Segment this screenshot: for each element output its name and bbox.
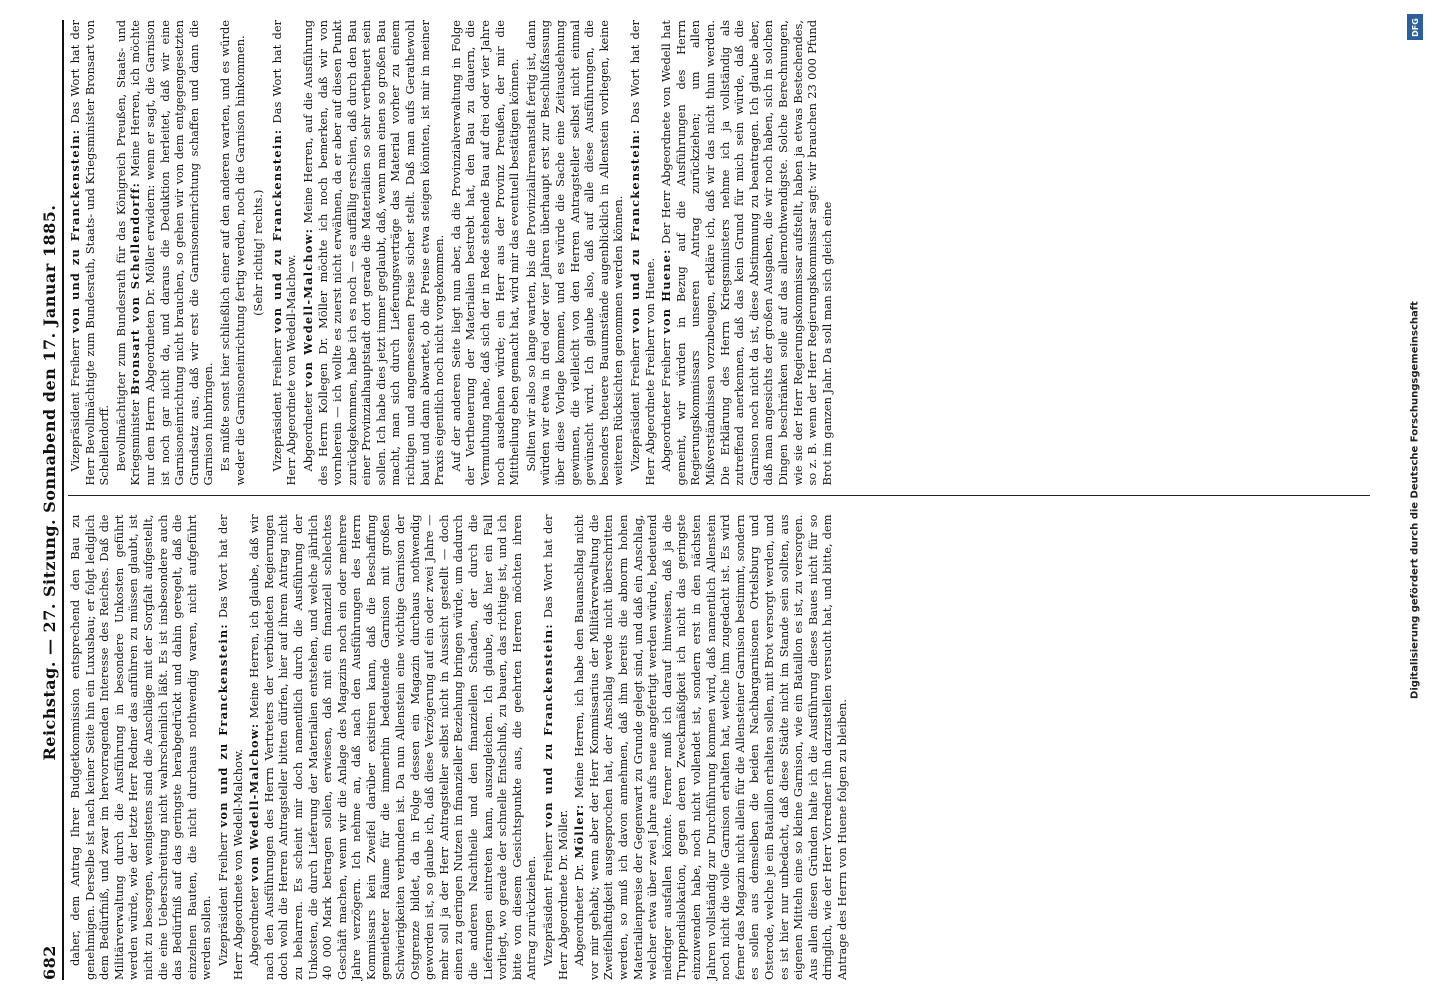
speaker-role: Vizepräsident Freiherr: [269, 338, 284, 472]
chair-announcement: [541, 515, 570, 981]
speech-text: Das Wort hat der Herr Abgeordnete Dr. Möller.: [541, 514, 570, 980]
interjection: (Sehr richtig! rechts.): [251, 189, 266, 316]
speaker-role: Bevollmächtigter zum Bundesrath für das Königreich Preußen, Staats- und Kriegsminister: [113, 20, 143, 486]
speaker-role: Abgeordneter Freiherr: [659, 338, 674, 472]
speech-text: Meine Herren, ich habe den Bauanschlag nicht vor mir gehabt; wenn aber der Herr Kommissarius der Militärverwaltung die Zweifelhaftigkeit ausgesprochen hat, der Anschlag werde nicht überschritten werden, so muß ich davon annehmen, daß ihm bereits die abnorm hohen Materialienpreise der Gegenwart zu Grunde gelegt sind, und daß ein Anschlag, welcher etwa über zwei Jahre aufs neue angefertigt werden würde, bedeutend niedriger ausfallen könnte. Ferner muß ich darauf hinweisen, daß ja die Truppendislokation, gegen deren Zweckmäßigkeit ich nicht das geringste einzuwenden habe, noch nicht vollendet ist, sondern erst in den nächsten Jahren vollständig zur Durchführung kommen wird, daß namentlich Allenstein noch nicht die volle Garnison erhalten hat, welche ihm zugedacht ist. Es wird ferner das Magazin nicht allein für die Allensteiner Garnison bestimmt, sondern es sollen aus demselben die beiden Nachbargarnisonen Ortelsburg und Osterode, welche je ein Bataillon erhalten sollen, mit Brot versorgt werden, und es ist hier nur unbedacht, daß diese Städte nicht im Stande sein sollten, aus eigenen Mitteln eine so kleine Garnison, wie ein Bataillon es ist, zu versorgen. Aus allen diesen Gründen halte ich die Ausführung dieses Baues nicht für so dringlich, wie der Herr Vorredner ihn darzustellen versucht hat, und bitte, dem Antrage des Herrn von Huene folgen zu bleiben.: [572, 514, 849, 980]
body-paragraph: Auf der anderen Seite liegt nun aber, da die Provinzialverwaltung in Folge der Vertheuerung der Materialien bestrebt hat, den Bau zu dauern, die Vermuthung nahe, daß sich der in Rede stehende Bau auf drei oder vier Jahre noch ausdehnen würde; ein Herr aus der Provinz Preußen, der mir die Mittheilung eben gemacht hat, wird mir das eventuell bestätigen können.: [448, 20, 522, 486]
speaker-role: Abgeordneter: [247, 886, 262, 966]
speech-paragraph: [301, 20, 447, 486]
speech-text: Meine Herren, ich möchte nur dem Herrn Abgeordneten Dr. Möller erwidern: wenn er sagt, die Garnison ist noch gar nicht da, und daraus die Deduktion herleitet, daß wir eine Garnisoneinrichtung nicht brauchen, so gehen wir von dem entgegengesetzten Grundsatz aus, daß wir erst die Garnisoneinrichtung schaffen und dann die Garnison hinbringen.: [128, 20, 216, 486]
speech-paragraph: [572, 515, 849, 981]
speaker-name: von Wedell-Malchow:: [300, 227, 315, 387]
speaker-name: von und zu Franckenstein:: [215, 623, 230, 828]
digitization-credit: [1404, 8, 1426, 992]
speaker-role: Abgeordneter Dr.: [572, 863, 587, 966]
speaker-name: von und zu Franckenstein:: [627, 128, 642, 333]
page-number: 682: [39, 945, 59, 980]
speech-text: Das Wort hat der Herr Bevollmächtigte zum Bundesrath, Staats- und Kriegsminister Bronsart von Schellendorff.: [68, 19, 112, 486]
page-header: [36, 20, 64, 980]
chair-announcement: [216, 515, 245, 981]
dfg-logo: DFG: [1407, 14, 1423, 40]
speech-text: Das Wort hat der Herr Abgeordnete von Wedell-Malchow.: [269, 19, 299, 486]
speaker-name: von Wedell-Malchow:: [247, 722, 262, 882]
speech-text: Meine Herren, ich glaube, daß wir nach den Ausführungen des Herrn Vertreters der verbündeten Regierungen doch wohl die Herren Antragsteller bitten dürfen, hier auf ihrem Antrag nicht zu beharren. Es scheint mir doch namentlich durch die Ausführung der Unkosten, die durch Lieferung der Materialien entstehen, und welche jährlich 40 000 Mark betragen sollen, erwiesen, daß mit ein finanziell schlechtes Geschäft machen, wenn wir die Anlage des Magazins noch ein oder mehrere Jahre verzögern. Ich nehme an, daß nach den Ausführungen des Herrn Kommissars kein Zweifel darüber existiren kann, daß die Beschaffung gemietheter Räume für die immerhin bedeutende Garnison mit großen Schwierigkeiten verbunden ist. Da nun Allenstein eine wichtige Garnison der Ostgrenze bildet, da in Folge dessen ein Magazin durchaus nothwendig geworden ist, so glaube ich, daß diese Verzögerung auf ein oder zwei Jahre — mehr soll ja der Herr Antragsteller selbst nicht in Aussicht gestellt — doch einen zu geringen Nutzen in finanzieller Beziehung bringen würde, um dadurch die anderen Nachtheile und den finanziellen Schaden, der durch die Lieferungen eintreten kann, auszugleichen. Ich glaube, daß hier ein Fall vorliegt, wo gerade der schnelle Entschluß, zu bauen, das richtige ist, und ich bitte von diesem Gesichtspunkte aus, die geehrten Herren möchten ihren Antrag zurückziehen.: [247, 514, 539, 980]
speech-text: Meine Herren, auf die Ausführung des Herrn Kollegen Dr. Möller möchte ich noch bemerken, daß wir von vornherein — ich wollte es zuerst nicht erwähnen, da er aber auf diesen Punkt zurückgekommen, habe ich es noch — es auffällig erschien, daß durch den Bau einer Provinzialhauptstadt dort gerade die Materialien so sehr vertheuert sein sollen. Ich habe dies jetzt immer geglaubt, daß, wenn man einen so großen Bau macht, man sich durch Lieferungsverträge das Material vorher zu einem richtigen und angemessenen Preise sicher stellt. Daß man aufs Gerathewohl baut und dann abwartet, ob die Preise etwa steigen könnten, ist mir in meiner Praxis eigentlich noch nicht vorgekommen.: [300, 19, 447, 486]
body-paragraph: Es müßte sonst hier schließlich einer auf den anderen warten, und es würde weder die Garnisoneinrichtung fertig werden, noch die Garnison hinkommen.: [217, 20, 247, 486]
body-paragraph: daher, dem Antrag Ihrer Budgetkommission entsprechend den Bau zu genehmigen. Derselbe ist nach keiner Seite hin ein Luxusbau; er folgt lediglich dem Bedürfniß, und zwar im hervorragenden Interesse des Reiches. Daß die Militärverwaltung durch die Ausführung in besondere Unkosten geführt werden würde, wie der letzte Herr Redner das anführen zu müssen glaubt, ist nicht zu besorgen, wenigstens sind die Anschläge mit der Sorgfalt aufgestellt, die eine Ueberschreitung nicht wahrscheinlich läßt. Es ist insbesondere auch das Bedürfniß auf das geringste herabgedrückt und dahin geregelt, daß die einzelnen Bauten, die nicht durchaus nothwendig waren, nicht aufgeführt werden sollen.: [68, 514, 214, 980]
speaker-role: Abgeordneter: [300, 391, 315, 472]
chair-announcement: [270, 20, 299, 486]
speech-text: Das Wort hat der Herr Abgeordnete von Wedell-Malchow.: [215, 514, 245, 980]
speaker-name: von und zu Franckenstein:: [68, 128, 82, 333]
speaker-name: von und zu Franckenstein:: [541, 623, 555, 828]
column-left: [68, 515, 1370, 981]
speech-paragraph: [659, 20, 834, 486]
text-columns: [68, 20, 1370, 980]
speaker-role: Vizepräsident Freiherr: [68, 338, 82, 472]
chair-announcement: [628, 20, 657, 486]
speaker-name: Bronsart von Schellendorff:: [128, 181, 143, 395]
credit-text: Digitalisierung gefördert durch die Deutsche Forschungsgemeinschaft: [1409, 301, 1421, 699]
speaker-name: von und zu Franckenstein:: [269, 128, 284, 333]
chair-announcement: [68, 20, 112, 486]
speaker-name: von Huene:: [659, 248, 674, 334]
body-paragraph: Sollten wir also so lange warten, bis die Provinzialirrenanstalt fertig ist, dann würden wir etwa in drei oder vier Jahren überhaupt erst zur Beschlußfassung über diese Vorlage kommen, und es würde die Sache eine Zeitausdehnung gewinnen, die vielleicht von den Herren Antragsteller selbst nicht einmal gewünscht wird. Ich glaube also, daß auf alle diese Ausführungen, die besonders theuere Bauumstände augenblicklich in Allenstein vorliegen, keine weiteren Rücksichten genommen werden können.: [523, 20, 626, 486]
column-right: [68, 20, 1370, 497]
speaker-role: Vizepräsident Freiherr: [541, 832, 555, 966]
speech-paragraph: [114, 20, 216, 486]
speech-text: Der Herr Abgeordnete von Wedell hat gemeint, wir würden in Bezug auf die Ausführungen des Herrn Regierungskommissars unseren Antrag zurückziehen; um allen Mißverständnissen vorzubeugen, erkläre ich, daß wir das nicht thun werden. Die Erklärung des Herrn Kriegsministers nehme ich ja vollständig als zutreffend anerkennen, daß das kein Grund für mich sein würde, daß die Garnison noch nicht da ist, diese Abstimmung zu beantragen. Ich glaube aber, daß man angesichts der großen Ausgaben, die wir noch haben, sich in solchen Dingen beschränken solle auf das allernothwendigste. Solche Berechnungen, wie sie der Herr Regierungskommissar aufstellt, haben ja etwas Bestechendes, so z. B. wenn der Herr Regierungskommissar sagt: wir brauchen 23 000 Pfund Brot im ganzen Jahr. Da soll man sich gleich eine: [659, 20, 834, 486]
running-title: Reichstag. — 27. Sitzung. Sonnabend den 17. Januar 1885.: [39, 204, 59, 761]
speaker-role: Vizepräsident Freiherr: [215, 832, 230, 966]
speech-paragraph: [247, 515, 539, 981]
speaker-name: Möller:: [572, 803, 587, 859]
speaker-role: Vizepräsident Freiherr: [627, 338, 642, 472]
speech-text: Das Wort hat der Herr Abgeordnete Freiherr von Huene.: [627, 19, 657, 486]
